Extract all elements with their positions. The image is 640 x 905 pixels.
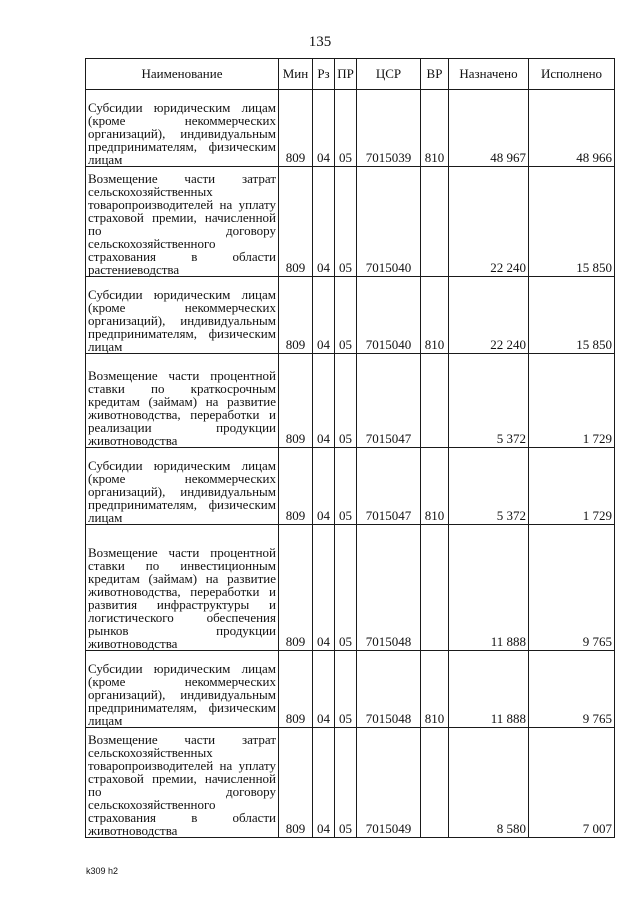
row-assigned: 48 967 xyxy=(449,90,529,167)
row-name: Субсидии юридическим лицам (кроме некоммерческих организаций), индивидуальным предпринимателям, физическим лицам xyxy=(86,448,279,525)
row-name: Субсидии юридическим лицам (кроме некоммерческих организаций), индивидуальным предпринимателям, физическим лицам xyxy=(86,90,279,167)
row-csr: 7015047 xyxy=(357,354,421,448)
row-name: Возмещение части затрат сельскохозяйственных товаропроизводителей на уплату страховой премии, начисленной по договору сельскохозяйственного страхования в области растениеводства xyxy=(86,167,279,277)
row-executed: 15 850 xyxy=(529,277,615,354)
row-assigned: 11 888 xyxy=(449,525,529,651)
row-executed: 1 729 xyxy=(529,448,615,525)
table-row xyxy=(86,448,615,525)
header-vr: ВР xyxy=(421,59,449,90)
row-min: 809 xyxy=(279,448,313,525)
row-executed: 9 765 xyxy=(529,651,615,728)
footer-code: k309 h2 xyxy=(86,866,119,876)
row-min: 809 xyxy=(279,277,313,354)
table-row xyxy=(86,277,615,354)
header-rz: Рз xyxy=(313,59,335,90)
budget-table xyxy=(85,58,615,838)
row-vr: 810 xyxy=(421,448,449,525)
row-min: 809 xyxy=(279,167,313,277)
row-pr: 05 xyxy=(335,525,357,651)
row-pr: 05 xyxy=(335,354,357,448)
row-min: 809 xyxy=(279,525,313,651)
row-vr: 810 xyxy=(421,651,449,728)
row-rz: 04 xyxy=(313,448,335,525)
row-vr xyxy=(421,728,449,838)
row-csr: 7015039 xyxy=(357,90,421,167)
row-pr: 05 xyxy=(335,277,357,354)
row-pr: 05 xyxy=(335,167,357,277)
row-rz: 04 xyxy=(313,167,335,277)
row-min: 809 xyxy=(279,90,313,167)
row-vr xyxy=(421,525,449,651)
row-vr xyxy=(421,167,449,277)
row-csr: 7015040 xyxy=(357,167,421,277)
header-csr: ЦСР xyxy=(357,59,421,90)
row-rz: 04 xyxy=(313,728,335,838)
row-csr: 7015040 xyxy=(357,277,421,354)
row-pr: 05 xyxy=(335,90,357,167)
header-executed: Исполнено xyxy=(529,59,615,90)
row-csr: 7015047 xyxy=(357,448,421,525)
row-assigned: 8 580 xyxy=(449,728,529,838)
row-assigned: 22 240 xyxy=(449,277,529,354)
row-vr: 810 xyxy=(421,90,449,167)
row-name: Субсидии юридическим лицам (кроме некоммерческих организаций), индивидуальным предпринимателям, физическим лицам xyxy=(86,651,279,728)
row-assigned: 5 372 xyxy=(449,448,529,525)
table-row xyxy=(86,354,615,448)
header-pr: ПР xyxy=(335,59,357,90)
table-row xyxy=(86,90,615,167)
row-executed: 7 007 xyxy=(529,728,615,838)
row-executed: 15 850 xyxy=(529,167,615,277)
page-number: 135 xyxy=(308,34,332,50)
row-assigned: 5 372 xyxy=(449,354,529,448)
row-vr: 810 xyxy=(421,277,449,354)
row-assigned: 11 888 xyxy=(449,651,529,728)
row-name: Возмещение части процентной ставки по краткосрочным кредитам (займам) на развитие животноводства, переработки и реализации продукции животноводства xyxy=(86,354,279,448)
row-name: Возмещение части процентной ставки по инвестиционным кредитам (займам) на развитие животноводства, переработки и развития инфраструктуры и логистического обеспечения рынков продукции животноводства xyxy=(86,525,279,651)
header-name: Наименование xyxy=(86,59,279,90)
row-pr: 05 xyxy=(335,448,357,525)
row-rz: 04 xyxy=(313,651,335,728)
row-pr: 05 xyxy=(335,651,357,728)
row-csr: 7015048 xyxy=(357,651,421,728)
row-rz: 04 xyxy=(313,277,335,354)
row-csr: 7015048 xyxy=(357,525,421,651)
row-executed: 48 966 xyxy=(529,90,615,167)
header-assigned: Назначено xyxy=(449,59,529,90)
row-rz: 04 xyxy=(313,354,335,448)
row-csr: 7015049 xyxy=(357,728,421,838)
row-name: Субсидии юридическим лицам (кроме некоммерческих организаций), индивидуальным предпринимателям, физическим лицам xyxy=(86,277,279,354)
table-row xyxy=(86,728,615,838)
row-vr xyxy=(421,354,449,448)
row-min: 809 xyxy=(279,651,313,728)
row-name: Возмещение части затрат сельскохозяйственных товаропроизводителей на уплату страховой премии, начисленной по договору сельскохозяйственного страхования в области животноводства xyxy=(86,728,279,838)
table-row xyxy=(86,167,615,277)
row-rz: 04 xyxy=(313,525,335,651)
row-min: 809 xyxy=(279,728,313,838)
header-min: Мин xyxy=(279,59,313,90)
row-executed: 1 729 xyxy=(529,354,615,448)
row-rz: 04 xyxy=(313,90,335,167)
table-header-row xyxy=(86,59,615,90)
table-row xyxy=(86,525,615,651)
row-min: 809 xyxy=(279,354,313,448)
row-pr: 05 xyxy=(335,728,357,838)
table-row xyxy=(86,651,615,728)
row-assigned: 22 240 xyxy=(449,167,529,277)
row-executed: 9 765 xyxy=(529,525,615,651)
